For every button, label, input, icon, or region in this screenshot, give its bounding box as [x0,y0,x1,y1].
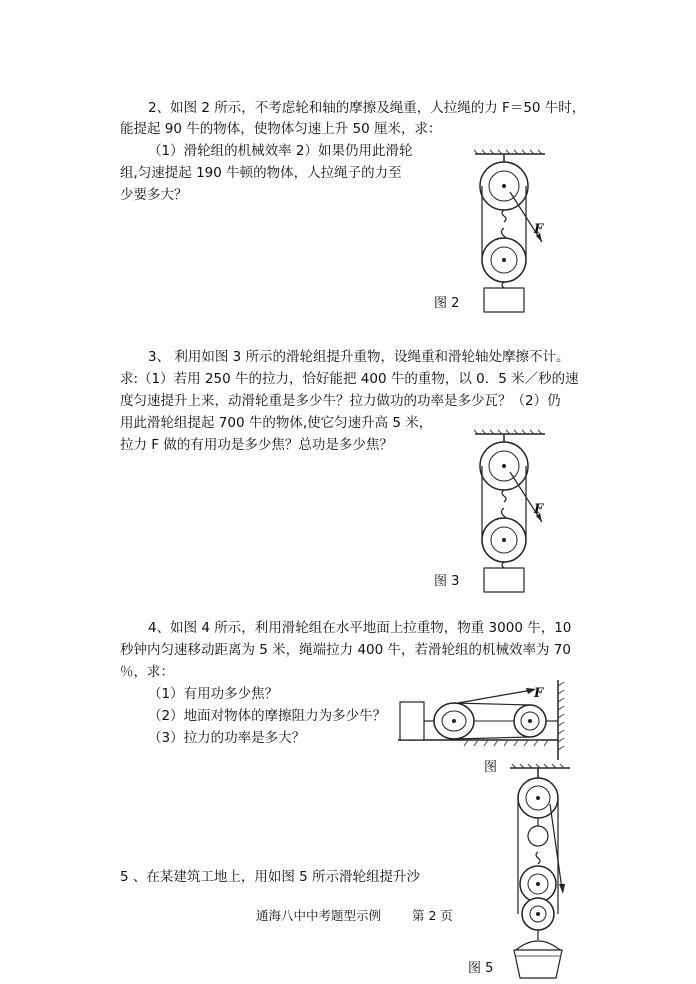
q4-sub-3: （3）拉力的功率是多大？ [148,730,306,746]
q4-sub-1: （1）有用功多少焦？ [148,686,279,702]
q4-line-1: 4、如图 4 所示，利用滑轮组在水平地面上拉重物，物重 3000 牛，10 [148,620,572,636]
figure-5-caption: 图 5 [468,961,494,976]
figure-3-force-label: F [534,502,544,517]
q3-line-2: 求:（1）若用 250 牛的拉力，恰好能把 400 牛的重物，以 0．5 米／秒的速 [120,371,579,387]
q2-line-4: 组,匀速提起 190 牛顿的物体，人拉绳子的力至 [120,165,402,181]
q4-sub-2: （2）地面对物体的摩擦阻力为多少牛？ [148,708,387,724]
figure-5-pulley-diagram [510,764,580,984]
figure-4-caption: 图 [484,760,498,775]
q3-line-3: 度匀速提升上来，动滑轮重是多少牛？拉力做功的功率是多少瓦？（2）仍 [120,393,561,409]
q4-line-3: ％，求： [120,664,174,680]
q2-line-2: 能提起 90 牛的物体，使物体匀速上升 50 厘米，求： [120,121,442,137]
figure-2-pulley-diagram [470,150,560,315]
figure-4-force-label: F [534,686,544,701]
q2-line-1: 2、如图 2 所示，不考虑轮和轴的摩擦及绳重，人拉绳的力 F＝50 牛时， [148,100,586,116]
figure-3-caption: 图 3 [434,574,460,589]
figure-2-force-label: F [534,222,544,237]
q5-line-1: 5 、在某建筑工地上，用如图 5 所示滑轮组提升沙 [120,869,421,885]
q2-line-3: （1）滑轮组的机械效率 2）如果仍用此滑轮 [148,143,413,159]
footer-page-number: 第 2 页 [412,908,453,923]
figure-3-pulley-diagram [470,430,560,595]
q2-line-5: 少要多大？ [120,187,188,203]
q3-line-1: 3、 利用如图 3 所示的滑轮组提升重物，设绳重和滑轮轴处摩擦不计。 [148,349,570,365]
q4-line-2: 秒钟内匀速移动距离为 5 米，绳端拉力 400 牛，若滑轮组的机械效率为 70 [120,642,571,658]
q3-line-4: 用此滑轮组提起 700 牛的物体,使它匀速升高 5 米， [120,415,433,431]
q3-line-5: 拉力 F 做的有用功是多少焦？总功是多少焦？ [120,437,393,453]
footer-source: 通海八中中考题型示例 [256,908,382,923]
figure-2-caption: 图 2 [434,296,460,311]
